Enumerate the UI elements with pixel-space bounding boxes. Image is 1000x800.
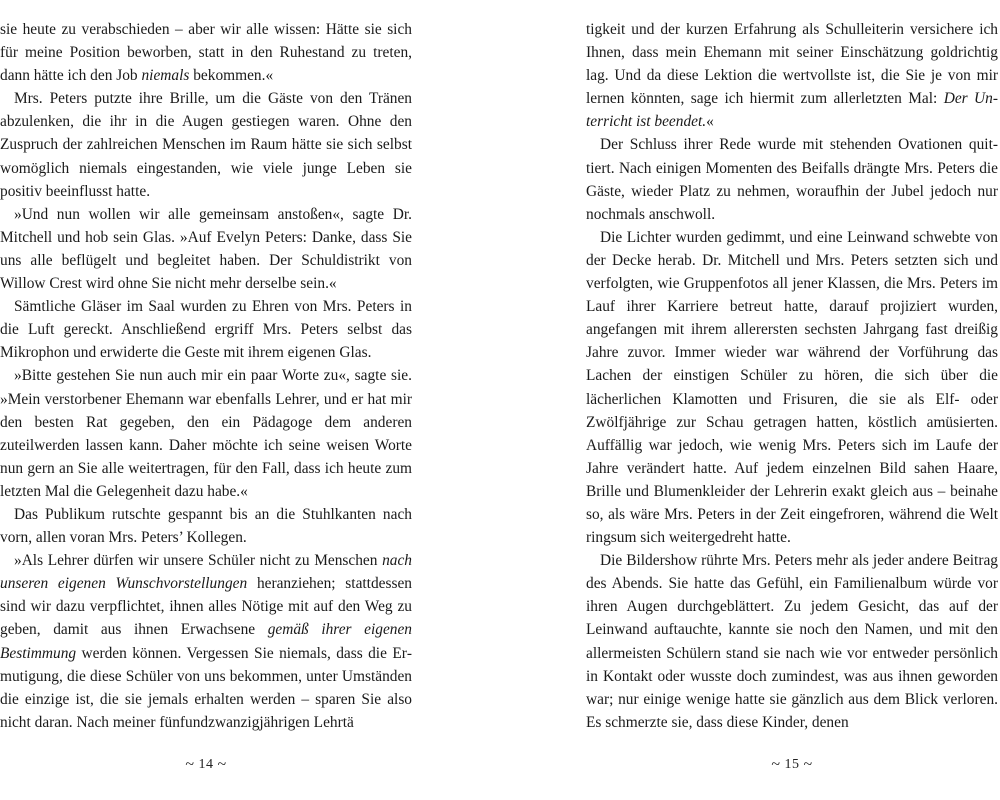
paragraph-text: Das Publikum rutschte gespannt bis an die Stuhlkanten nach vorn, allen voran Mrs. Peters’ Kollegen. (0, 505, 412, 547)
right-page-text (586, 18, 998, 734)
left-page-text (0, 18, 412, 734)
italic-text: gemäß ihrer eigenen Bestimmung (0, 621, 412, 662)
paragraph (0, 18, 412, 87)
folio-ornament-right: ~ (771, 756, 781, 773)
paragraph (0, 549, 412, 734)
paragraph-text: Die Lichter wurden gedimmt, und eine Leinwand schwebte von der Decke herab. Dr. Mitchell und Mrs. Peters setzten sich und verfolgten, wie Gruppenfotos all jener Klassen, die Mrs. Peters im Lauf ihrer Karriere betreut hatte, darauf projiziert wurden, angefangen mit ihrem allerersten sechsten Jahrgang fast dreißig Jahre zuvor. Immer wieder war während der Vorführung das Lachen der einstigen Schüler zu hören, die sich über die lächerlichen Klamotten und Frisuren, die sie als Elf- oder Zwölfjährige zur Schau getragen hatten, köstlich amüsierten. Auffällig war jedoch, wie wenig Mrs. Peters sich im Laufe der Jahre verändert hatte. Auf jedem einzelnen Bild sahen Haare, Brille und Blumenkleider der Lehrerin exakt gleich aus – beinahe so, als wäre Mrs. Peters in der Zeit eingefroren, während die Welt ringsum sich weitergedreht hatte. (586, 228, 998, 547)
paragraph (586, 133, 998, 225)
paragraph-text: sie heute zu verabschieden – aber wir alle wissen: Hätte sie sich für meine Position beworben, statt in den Ruhestand zu treten, dann hätte ich den Job (0, 21, 412, 85)
paragraph (586, 226, 998, 549)
paragraph-text: bekommen.« (189, 67, 274, 85)
paragraph-text: »Bitte gestehen Sie nun auch mir ein paar Worte zu«, sagte sie. »Mein verstorbener Ehemann war ebenfalls Lehrer, und er hat mir den besten Rat gegeben, den ein Pädagoge dem anderen zuteilwerden lassen kann. Daher möchte ich seine weisen Worte nun gern an Sie alle weitertragen, für den Fall, dass ich heute zum letzten Mal die Gelegenheit dazu habe.« (0, 367, 412, 500)
paragraph-text: Mrs. Peters putzte ihre Brille, um die Gäste von den Tränen abzulenken, die ihr in die Augen gestiegen waren. Ohne den Zuspruch der zahlreichen Menschen im Raum hätte sie sich selbst womöglich niemals eingestanden, wie viele junge Leben sie positiv beeinflusst hatte. (0, 90, 412, 200)
paragraph (0, 295, 412, 364)
paragraph (586, 18, 998, 133)
paragraph-text: « (706, 113, 714, 131)
paragraph-text: Der Schluss ihrer Rede wurde mit stehenden Ovationen quittiert. Nach einigen Momenten des Beifalls drängte Mrs. Peters die Gäste, wieder Platz zu nehmen, woraufhin der Jubel jedoch nur nochmals anschwoll. (586, 136, 998, 223)
paragraph-text: heranziehen; stattdessen sind wir dazu verpflichtet, ihnen alles Nötige mit auf den Weg zu geben, damit aus ihnen Erwachsene (0, 575, 412, 639)
italic-text: Der Unterricht ist beendet. (586, 90, 998, 131)
paragraph (0, 364, 412, 503)
paragraph-text: »Als Lehrer dürfen wir unsere Schüler nicht zu Menschen (14, 552, 383, 570)
paragraph-text: werden können. Vergessen Sie niemals, dass die Ermutigung, die diese Schüler von uns bekommen, unter Umständen die einzige ist, die sie jemals erhalten werden – sparen Sie also nicht daran. Nach meiner fünfundzwanzigjährigen Lehrtä (0, 644, 412, 731)
paragraph (0, 503, 412, 549)
italic-text: nach unseren eigenen Wunschvorstellungen (0, 552, 412, 593)
paragraph-text: Sämtliche Gläser im Saal wurden zu Ehren von Mrs. Peters in die Luft gereckt. Anschließend ergriff Mrs. Peters selbst das Mikrophon und erwiderte die Geste mit ihrem eigenen Glas. (0, 298, 412, 362)
paragraph (586, 549, 998, 734)
paragraph-text: Die Bildershow rührte Mrs. Peters mehr als jeder andere Beitrag des Abends. Sie hatte das Gefühl, ein Familienalbum würde vor ihren Augen durchgeblättert. Zu jedem Gesicht, das auf der Leinwand auftauchte, kannte sie noch den Namen, und mit den allermeisten Schülern stand sie nach wie vor entweder persönlich in Kontakt oder wusste doch zumindest, was aus ihnen geworden war; nur einige wenige hatte sie gänzlich aus dem Blick verloren. Es schmerzte sie, dass diese Kinder, denen (586, 552, 998, 731)
page-number-left-value: 14 (198, 757, 214, 772)
paragraph (0, 203, 412, 295)
folio-ornament-left: ~ (185, 756, 195, 773)
page-number-right-value: 15 (784, 757, 800, 772)
paragraph-text: »Und nun wollen wir alle gemeinsam anstoßen«, sagte Dr. Mitchell und hob sein Glas. »Auf Evelyn Peters: Danke, dass Sie uns alle beflügelt und begleitet haben. Der Schuldistrikt von Willow Crest wird ohne Sie nicht mehr derselbe sein.« (0, 205, 412, 293)
right-page (586, 18, 998, 738)
left-page (0, 18, 412, 738)
paragraph-text: tigkeit und der kurzen Erfahrung als Schulleiterin versichere ich Ihnen, dass mein Ehemann mit seiner Einschätzung goldrichtig lag. Und da diese Lektion die wertvollste ist, die Sie je von mir lernen könnten, sage ich hiermit zum allerletzten Mal: (586, 21, 998, 108)
italic-text: niemals (141, 67, 190, 85)
paragraph (0, 87, 412, 202)
folio-ornament-right-end: ~ (803, 756, 813, 773)
folio-ornament-left-end: ~ (217, 756, 227, 773)
page-number-right (586, 756, 998, 774)
page-number-left (0, 756, 412, 774)
